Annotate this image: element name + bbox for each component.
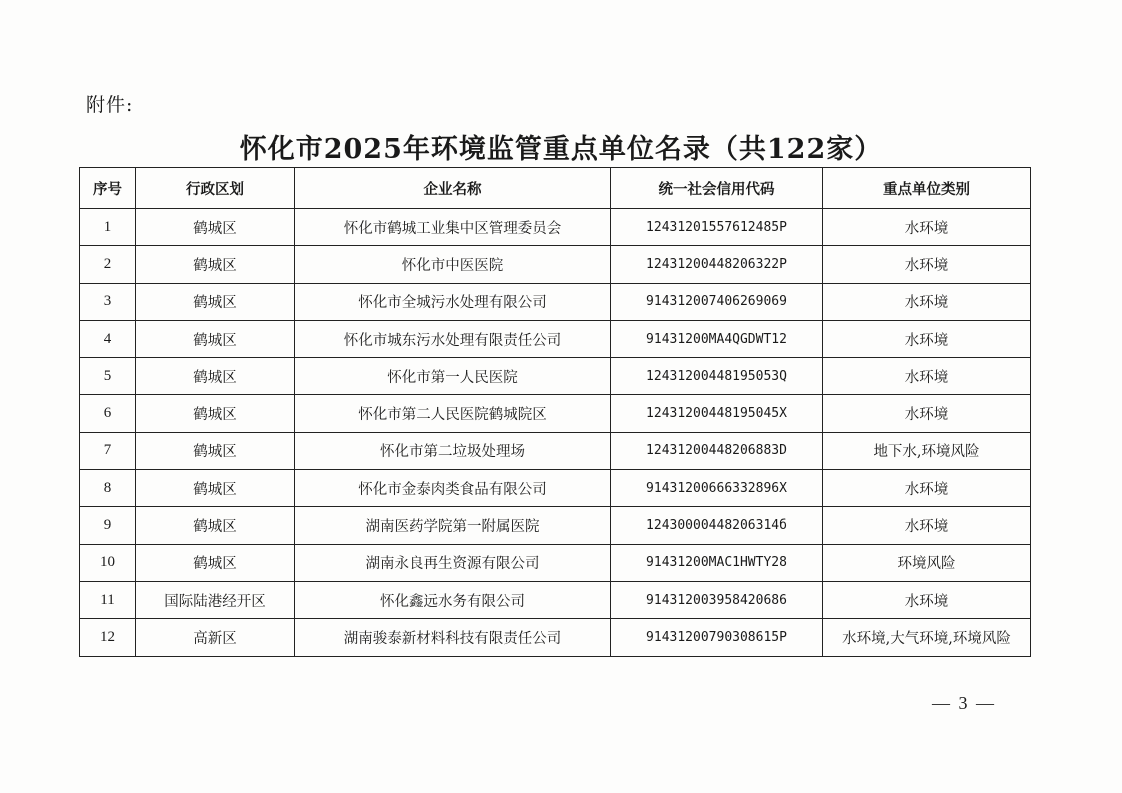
cell-category: 水环境: [823, 507, 1031, 544]
cell-company: 湖南永良再生资源有限公司: [295, 544, 611, 581]
cell-company: 怀化鑫远水务有限公司: [295, 581, 611, 618]
header-seq: 序号: [80, 168, 136, 209]
cell-credit-code: 914312007406269069: [611, 283, 823, 320]
table-header-row: [80, 168, 1031, 209]
cell-company: 湖南医药学院第一附属医院: [295, 507, 611, 544]
cell-credit-code: 91431200MA4QGDWT12: [611, 320, 823, 357]
cell-category: 水环境: [823, 395, 1031, 432]
table-row: [80, 581, 1031, 618]
cell-seq: 6: [80, 395, 136, 432]
cell-company: 怀化市城东污水处理有限责任公司: [295, 320, 611, 357]
cell-category: 水环境: [823, 358, 1031, 395]
cell-company: 怀化市第二垃圾处理场: [295, 432, 611, 469]
cell-district: 鹤城区: [136, 544, 295, 581]
table-row: [80, 283, 1031, 320]
cell-category: 水环境: [823, 209, 1031, 246]
header-credit-code: 统一社会信用代码: [611, 168, 823, 209]
cell-category: 水环境: [823, 283, 1031, 320]
cell-company: 怀化市金泰肉类食品有限公司: [295, 470, 611, 507]
cell-district: 鹤城区: [136, 246, 295, 283]
cell-credit-code: 91431200MAC1HWTY28: [611, 544, 823, 581]
cell-company: 湖南骏泰新材料科技有限责任公司: [295, 619, 611, 656]
cell-credit-code: 12430000448206314б: [611, 507, 823, 544]
cell-seq: 9: [80, 507, 136, 544]
cell-credit-code: 12431200448206322P: [611, 246, 823, 283]
cell-district: 鹤城区: [136, 507, 295, 544]
cell-category: 地下水,环境风险: [823, 432, 1031, 469]
cell-category: 水环境: [823, 470, 1031, 507]
attachment-label: 附件:: [86, 94, 134, 116]
cell-district: 高新区: [136, 619, 295, 656]
cell-company: 怀化市第一人民医院: [295, 358, 611, 395]
cell-company: 怀化市全城污水处理有限公司: [295, 283, 611, 320]
table-row: [80, 209, 1031, 246]
table-row: [80, 432, 1031, 469]
cell-district: 国际陆港经开区: [136, 581, 295, 618]
cell-credit-code: 91431200790308615P: [611, 619, 823, 656]
cell-district: 鹤城区: [136, 395, 295, 432]
cell-seq: 3: [80, 283, 136, 320]
header-district: 行政区划: [136, 168, 295, 209]
table-row: [80, 544, 1031, 581]
cell-seq: 7: [80, 432, 136, 469]
cell-district: 鹤城区: [136, 358, 295, 395]
cell-credit-code: 914312003958420686: [611, 581, 823, 618]
cell-category: 水环境: [823, 581, 1031, 618]
table-row: [80, 619, 1031, 656]
cell-company: 怀化市中医医院: [295, 246, 611, 283]
table-row: [80, 358, 1031, 395]
header-category: 重点单位类别: [823, 168, 1031, 209]
cell-seq: 2: [80, 246, 136, 283]
table-row: [80, 395, 1031, 432]
key-units-table: [79, 167, 1031, 657]
cell-district: 鹤城区: [136, 470, 295, 507]
cell-category: 环境风险: [823, 544, 1031, 581]
cell-credit-code: 12431201557612485P: [611, 209, 823, 246]
document-title: 怀化市2025年环境监管重点单位名录（共122家）: [239, 134, 883, 165]
table-row: [80, 470, 1031, 507]
cell-credit-code: 12431200448195053Q: [611, 358, 823, 395]
cell-seq: 10: [80, 544, 136, 581]
table-row: [80, 246, 1031, 283]
cell-seq: 5: [80, 358, 136, 395]
table-row: [80, 507, 1031, 544]
cell-district: 鹤城区: [136, 320, 295, 357]
page-number: — 3 —: [932, 693, 996, 713]
cell-district: 鹤城区: [136, 432, 295, 469]
cell-category: 水环境,大气环境,环境风险: [823, 619, 1031, 656]
cell-company: 怀化市第二人民医院鹤城院区: [295, 395, 611, 432]
cell-credit-code: 12431200448195045X: [611, 395, 823, 432]
cell-district: 鹤城区: [136, 283, 295, 320]
cell-seq: 8: [80, 470, 136, 507]
table-row: [80, 320, 1031, 357]
cell-seq: 1: [80, 209, 136, 246]
cell-category: 水环境: [823, 320, 1031, 357]
cell-seq: 4: [80, 320, 136, 357]
cell-company: 怀化市鹤城工业集中区管理委员会: [295, 209, 611, 246]
cell-district: 鹤城区: [136, 209, 295, 246]
cell-credit-code: 91431200666332896X: [611, 470, 823, 507]
cell-seq: 11: [80, 581, 136, 618]
cell-seq: 12: [80, 619, 136, 656]
cell-category: 水环境: [823, 246, 1031, 283]
cell-credit-code: 12431200448206883D: [611, 432, 823, 469]
header-company: 企业名称: [295, 168, 611, 209]
